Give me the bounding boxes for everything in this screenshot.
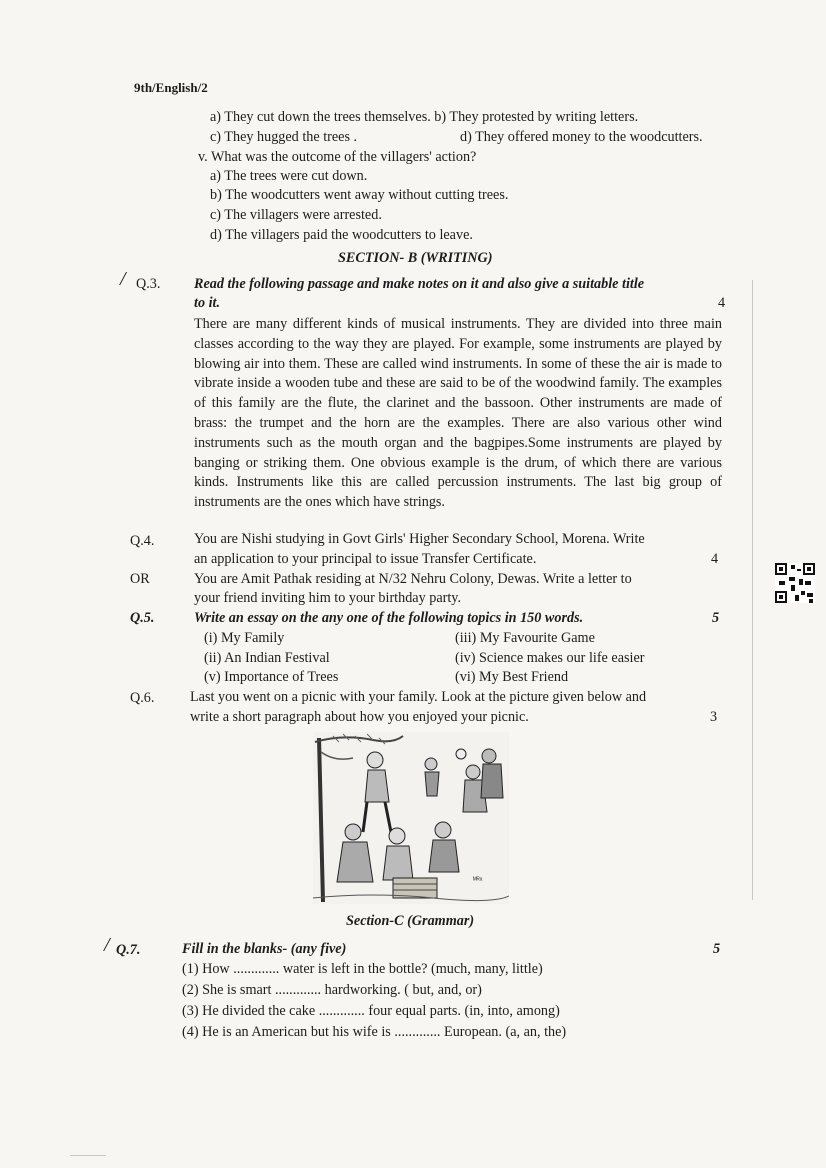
q4-or-line2: your friend inviting him to your birthday party. (194, 590, 462, 606)
q7-marks: 5 (713, 941, 721, 957)
checkmark-icon-2: / (104, 934, 110, 956)
q2-iv-option-d: d) They offered money to the woodcutters. (460, 129, 703, 145)
q7-instruction: Fill in the blanks- (any five) (182, 941, 347, 957)
q2-iv-option-ab: a) They cut down the trees themselves. b) They protested by writing letters. (210, 109, 639, 125)
q2-v-option-d: d) The villagers paid the woodcutters to leave. (210, 227, 473, 243)
q4-line1: You are Nishi studying in Govt Girls' Higher Secondary School, Morena. Write (194, 531, 645, 547)
q5-topic-iv: (iv) Science makes our life easier (455, 650, 645, 666)
picnic-illustration (313, 732, 509, 904)
q5-topic-ii: (ii) An Indian Festival (204, 650, 330, 666)
q4-or-label: OR (130, 571, 150, 587)
q7-item-4: (4) He is an American but his wife is ............. European. (a, an, the) (182, 1024, 567, 1040)
q3-instruction-line2: to it. (194, 295, 221, 311)
q6-line1: Last you went on a picnic with your family. Look at the picture given below and (190, 689, 647, 705)
section-b-heading: SECTION- B (WRITING) (338, 250, 493, 266)
q6-marks: 3 (710, 709, 718, 725)
q3-number: Q.3. (136, 276, 161, 292)
q7-number: Q.7. (116, 942, 141, 958)
q5-topic-vi: (vi) My Best Friend (455, 669, 569, 685)
checkmark-icon: / (120, 268, 126, 290)
svg-text:ᴹᴿᵃ: ᴹᴿᵃ (473, 877, 483, 884)
qr-code (775, 563, 815, 603)
scan-edge-bottom (70, 1155, 106, 1156)
q2-v-option-c: c) The villagers were arrested. (210, 207, 382, 223)
q5-topic-i: (i) My Family (204, 630, 285, 646)
q4-line2: an application to your principal to issue Transfer Certificate. (194, 551, 537, 567)
q5-number: Q.5. (130, 610, 155, 626)
q6-line2: write a short paragraph about how you enjoyed your picnic. (190, 709, 529, 725)
section-c-heading: Section-C (Grammar) (346, 913, 475, 929)
q6-number: Q.6. (130, 690, 155, 706)
q7-item-2: (2) She is smart ............. hardworking. ( but, and, or) (182, 982, 482, 998)
q4-marks: 4 (711, 551, 719, 567)
q2-v-question: v. What was the outcome of the villagers' action? (198, 149, 477, 165)
q3-passage: There are many different kinds of musical instruments. They are divided into three main classes according to the way they are played. For example, some instruments are played by blowing air into them. These are called wind instruments. In some of these the air is made to vibrate inside a wooden tube and these are said to be of the woodwind family. The examples of this family are the flute, the clarinet and the bassoon. Other instruments are made of brass: the trumpet and the horn are the examples. There are also various other wind instruments such as the mouth organ and the bagpipes.Some instruments are played by banging or striking them. One obvious example is the drum, of which there are various kinds. Instruments like this are called percussion instruments. The last big group of instruments are the ones which have strings. (194, 316, 722, 511)
q7-item-3: (3) He divided the cake ............. four equal parts. (in, into, among) (182, 1003, 560, 1019)
q2-v-option-b: b) The woodcutters went away without cutting trees. (210, 187, 509, 203)
q5-topic-iii: (iii) My Favourite Game (455, 630, 595, 646)
q2-iv-option-c: c) They hugged the trees . (210, 129, 358, 145)
q4-number: Q.4. (130, 533, 155, 549)
paper-header: 9th/English/2 (134, 80, 208, 95)
q5-topic-v: (v) Importance of Trees (204, 669, 339, 685)
q3-instruction-line1: Read the following passage and make notes on it and also give a suitable title (194, 276, 645, 292)
q4-or-line1: You are Amit Pathak residing at N/32 Nehru Colony, Dewas. Write a letter to (194, 571, 632, 587)
scan-edge-right (752, 280, 753, 900)
q2-v-option-a: a) The trees were cut down. (210, 168, 368, 184)
q7-item-1: (1) How ............. water is left in the bottle? (much, many, little) (182, 961, 543, 977)
q5-marks: 5 (712, 610, 720, 626)
q3-marks: 4 (718, 295, 726, 311)
q5-instruction: Write an essay on the any one of the following topics in 150 words. (194, 610, 584, 626)
